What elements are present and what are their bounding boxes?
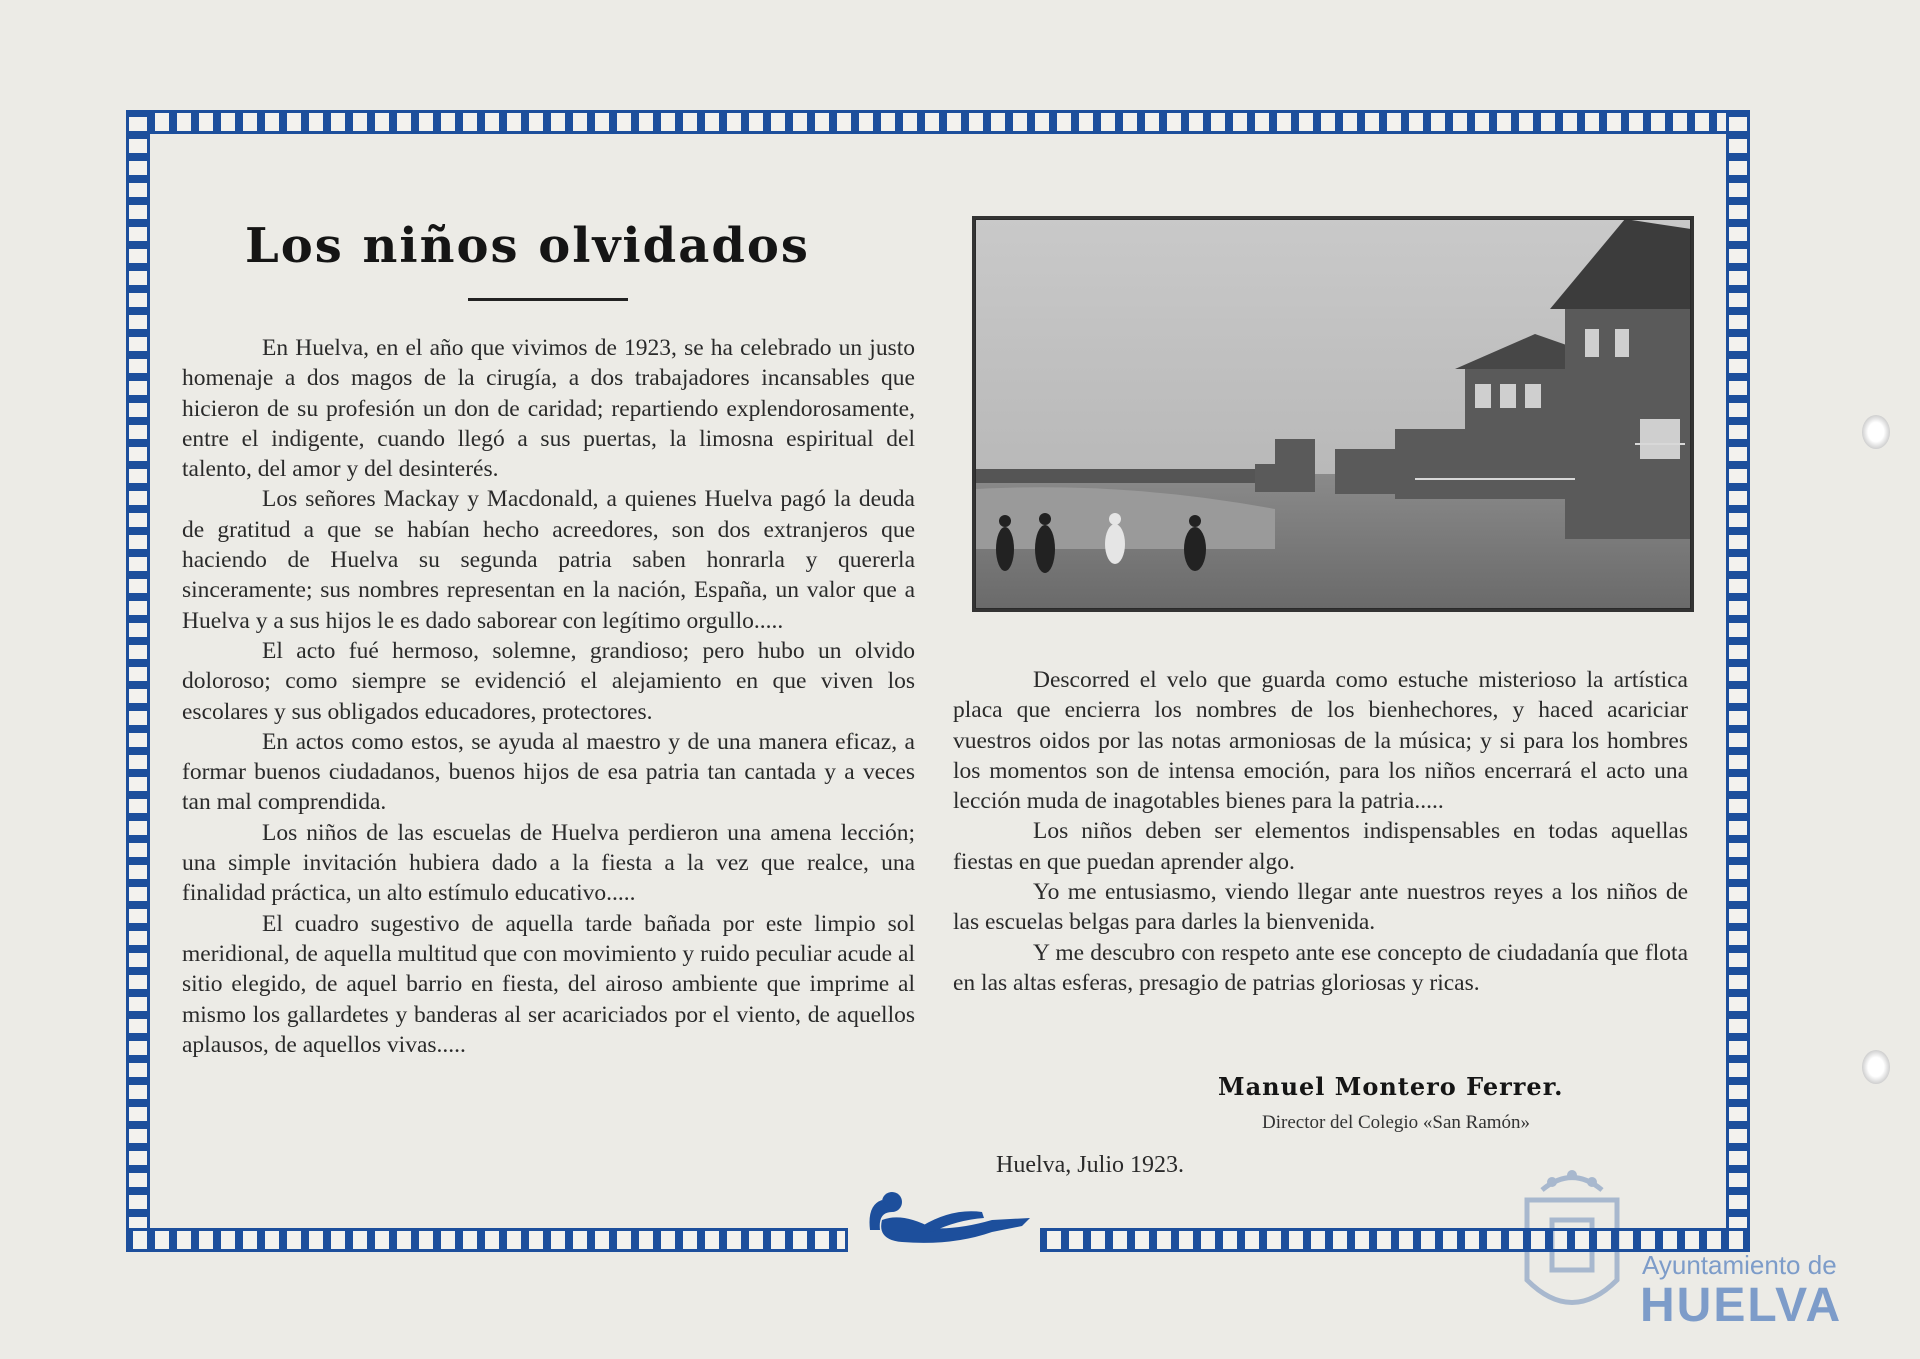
article-title: Los niños olvidados	[245, 218, 810, 274]
watermark-line1: Ayuntamiento de	[1642, 1250, 1837, 1280]
place-date: Huelva, Julio 1923.	[996, 1152, 1184, 1178]
paragraph: En Huelva, en el año que vivimos de 1923, se ha celebrado un justo homenaje a dos magos de la cirugía, a dos trabajadores incansables que hicieron de su profesión un don de caridad; repartiendo explendorosamente, entre el indigente, cuando llegó a sus puertas, la limosna espiritual del talento, del amor y del desinterés.	[182, 335, 915, 483]
author-title: Director del Colegio «San Ramón»	[1262, 1112, 1531, 1133]
binder-hole	[1862, 415, 1890, 449]
title-divider	[468, 298, 628, 301]
paragraph: En actos como estos, se ayuda al maestro y de una manera eficaz, a formar buenos ciudadanos, buenos hijos de esa patria tan cantada y a veces tan mal comprendida.	[182, 728, 915, 816]
beach-photo-image	[975, 219, 1691, 609]
paragraph: El cuadro sugestivo de aquella tarde bañada por este limpio sol meridional, de aquella multitud que con movimiento y ruido peculiar acude al sitio elegido, de aquel barrio en fiesta, del airoso ambiente que imprime al mismo los gallardetes y banderas al ser acariciados por el viento, de aquellos aplausos, de aquellos vivas.....	[182, 910, 915, 1058]
watermark-line2: HUELVA	[1640, 1279, 1843, 1332]
huelva-crest-icon	[1512, 1160, 1632, 1330]
swimmer-figure-icon	[862, 1190, 1032, 1250]
author-signature: Manuel Montero Ferrer.	[1218, 1072, 1564, 1101]
paragraph: El acto fué hermoso, solemne, grandioso; pero hubo un olvido doloroso; como siempre se evidenció el alejamiento en que viven los escolares y sus obligados educadores, protectores.	[182, 637, 915, 725]
paragraph: Los niños deben ser elementos indispensables en todas aquellas fiestas en que puedan aprender algo.	[953, 818, 1688, 875]
paragraph: Yo me entusiasmo, viendo llegar ante nuestros reyes a los niños de las escuelas belgas para darles la bienvenida.	[953, 879, 1688, 936]
beach-photograph	[972, 216, 1694, 612]
paragraph: Los señores Mackay y Macdonald, a quienes Huelva pagó la deuda de gratitud a que se habían hecho acreedores, son dos extranjeros que haciendo de Huelva su segunda patria saben honrarla y quererla sinceramente; sus nombres representan en la nación, España, un valor que a Huelva y a sus hijos le es dado saborear con legítimo orgullo.....	[182, 486, 915, 634]
article-left-column	[182, 333, 915, 1060]
paragraph: Y me descubro con respeto ante ese concepto de ciudadanía que flota en las altas esferas, presagio de patrias gloriosas y ricas.	[953, 939, 1688, 996]
article-right-column	[953, 665, 1688, 998]
binder-hole	[1862, 1050, 1890, 1084]
paragraph: Los niños de las escuelas de Huelva perdieron una amena lección; una simple invitación hubiera dado a la fiesta a la vez que realce, una finalidad práctica, un alto estímulo educativo.....	[182, 819, 915, 907]
paragraph: Descorred el velo que guarda como estuche misterioso la artística placa que encierra los nombres de los bienhechores, y haced acariciar vuestros oidos por las notas armoniosas de la música; y si para los hombres los momentos son de intensa emoción, para los niños encerrará el acto una lección muda de inagotables bienes para la patria.....	[953, 667, 1688, 815]
